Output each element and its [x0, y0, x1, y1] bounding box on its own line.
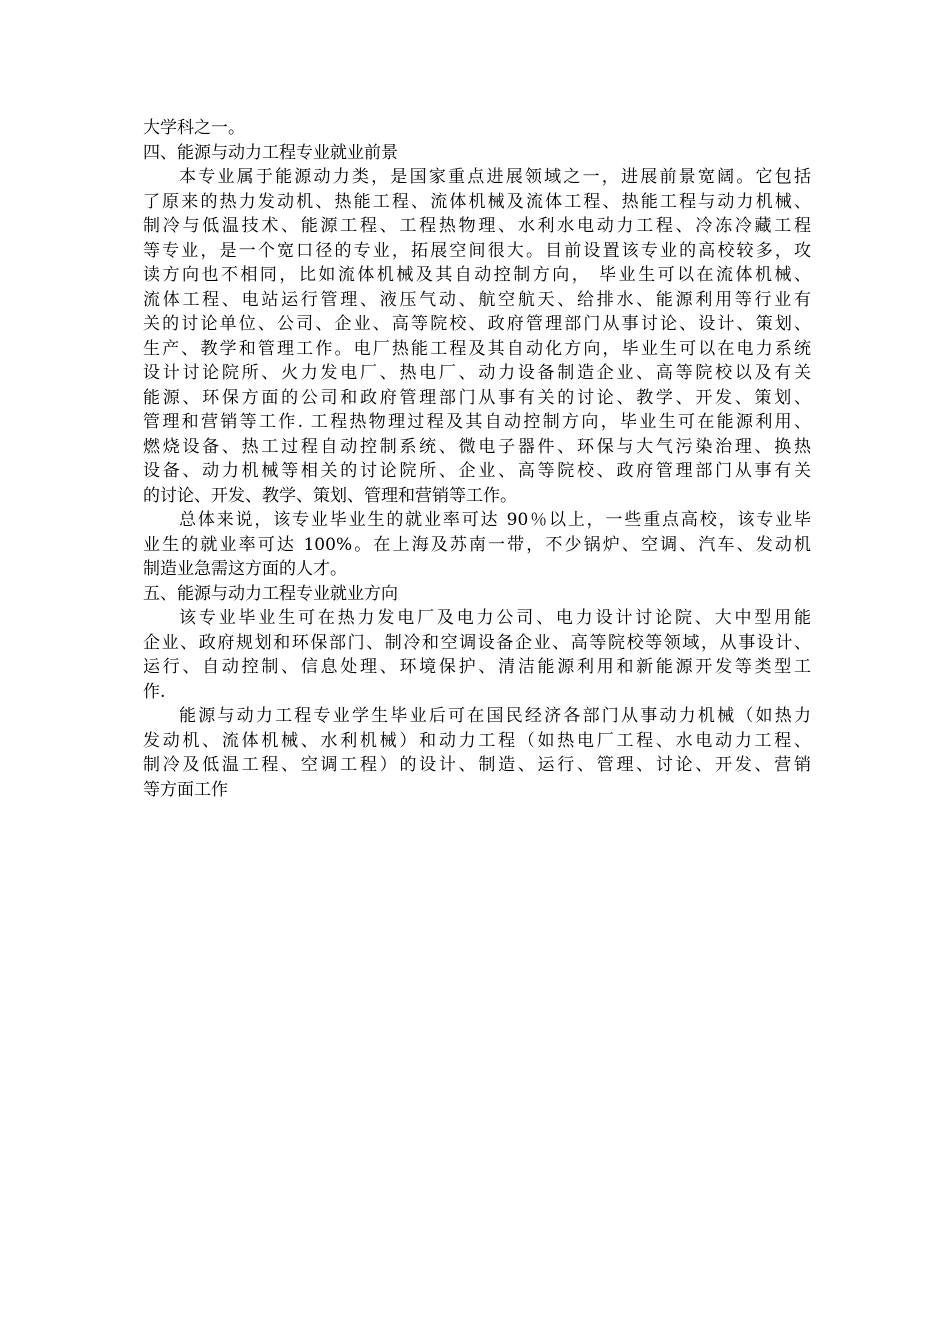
intro-tail-text: 大学科之一。 — [143, 118, 245, 138]
paragraph-line: 设计讨论院所、火力发电厂、热电厂、动力设备制造企业、高等院校以及有关 — [143, 363, 811, 383]
paragraph-line: 能源与动力工程专业学生毕业后可在国民经济各部门从事动力机械（如热力 — [179, 706, 811, 726]
paragraph-line: 运行、自动控制、信息处理、环境保护、清洁能源利用和新能源开发等类型工 — [143, 657, 811, 677]
paragraph-line: 企业、政府规划和环保部门、制冷和空调设备企业、高等院校等领域，从事设计、 — [143, 632, 811, 653]
paragraph-line: 流体工程、电站运行管理、液压气动、航空航天、给排水、能源利用等行业有 — [143, 289, 811, 310]
paragraph-line: 本专业属于能源动力类，是国家重点进展领域之一，进展前景宽阔。它包括 — [179, 167, 811, 187]
paragraph-line: 总体来说，该专业毕业生的就业率可达 90％以上，一些重点高校，该专业毕 — [179, 510, 811, 530]
paragraph-line: 的讨论、开发、教学、策划、管理和营销等工作。 — [143, 485, 517, 506]
paragraph-line: 设备、动力机械等相关的讨论院所、企业、高等院校、政府管理部门从事有关 — [143, 461, 811, 481]
document-page — [143, 116, 811, 802]
paragraph-line: 等专业，是一个宽口径的专业，拓展空间很大。目前设置该专业的高校较多，攻 — [143, 240, 811, 261]
paragraph-line: 该专业毕业生可在热力发电厂及电力公司、电力设计讨论院、大中型用能 — [179, 608, 811, 628]
paragraph-line: 管理和营销等工作. 工程热物理过程及其自动控制方向，毕业生可在能源利用、 — [143, 412, 811, 432]
paragraph-line: 业生的就业率可达 100%。在上海及苏南一带，不少锅炉、空调、汽车、发动机 — [143, 534, 811, 555]
paragraph-line: 能源、环保方面的公司和政府管理部门从事有关的讨论、教学、开发、策划、 — [143, 387, 811, 408]
section4-heading: 四、能源与动力工程专业就业前景 — [143, 142, 398, 163]
section4-paragraph-2 — [143, 508, 811, 582]
section5-paragraph-1 — [143, 606, 811, 704]
paragraph-line: 制冷与低温技术、能源工程、工程热物理、水利水电动力工程、冷冻冷藏工程 — [143, 216, 811, 236]
paragraph-line: 作. — [143, 681, 166, 702]
paragraph-line: 发动机、流体机械、水利机械）和动力工程（如热电厂工程、水电动力工程、 — [143, 730, 811, 751]
section5-paragraph-2 — [143, 704, 811, 802]
paragraph-line: 读方向也不相同，比如流体机械及其自动控制方向， 毕业生可以在流体机械、 — [143, 265, 811, 285]
paragraph-line: 等方面工作 — [143, 779, 228, 800]
section4-paragraph-1 — [143, 165, 811, 508]
paragraph-line: 制冷及低温工程、空调工程）的设计、制造、运行、管理、讨论、开发、营销 — [143, 755, 811, 775]
paragraph-line: 了原来的热力发动机、热能工程、流体机械及流体工程、热能工程与动力机械、 — [143, 191, 811, 212]
paragraph-line: 制造业急需这方面的人才。 — [143, 559, 347, 579]
section5-heading: 五、能源与动力工程专业就业方向 — [143, 583, 398, 604]
paragraph-line: 关的讨论单位、公司、企业、高等院校、政府管理部门从事讨论、设计、策划、 — [143, 314, 811, 334]
paragraph-line: 生产、教学和管理工作。电厂热能工程及其自动化方向，毕业生可以在电力系统 — [143, 338, 811, 359]
paragraph-line: 燃烧设备、热工过程自动控制系统、微电子器件、环保与大气污染治理、换热 — [143, 436, 811, 457]
